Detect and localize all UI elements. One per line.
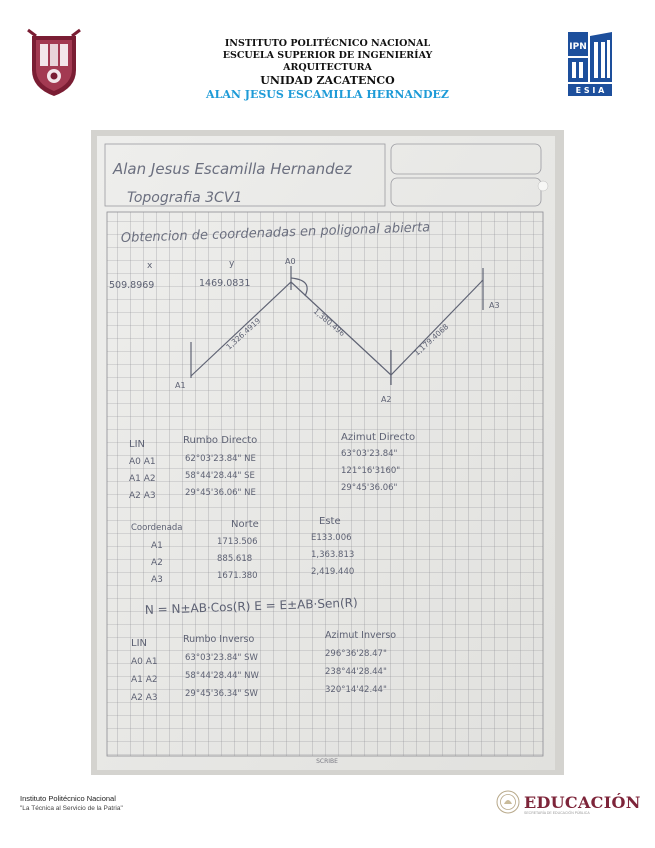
table1-cell: A2 A3	[129, 491, 156, 501]
point-a3-label: A3	[489, 301, 500, 310]
mexico-seal-icon	[496, 790, 520, 814]
table1-cell: 29°45'36.06" NE	[185, 488, 256, 498]
table2-cell: E133.006	[311, 533, 352, 543]
table3-cell: 320°14'42.44"	[325, 685, 387, 695]
handwritten-course: Topografia 3CV1	[127, 190, 243, 206]
table1-cell: A1 A2	[129, 474, 156, 484]
table1-cell: 29°45'36.06"	[341, 483, 398, 493]
document-header	[0, 38, 655, 101]
handwritten-name: Alan Jesus Escamilla Hernandez	[113, 160, 352, 178]
notebook-brand: SCRIBE	[316, 758, 338, 765]
esia-logo-esia-text: E S I A	[575, 86, 605, 95]
coord-x-value: 509.8969	[109, 280, 155, 291]
notebook-title: Obtencion de coordenadas en poligonal abierta	[120, 220, 431, 246]
student-name: ALAN JESUS ESCAMILLA HERNANDEZ	[206, 88, 449, 101]
table3-header-azimut: Azimut Inverso	[325, 630, 397, 641]
table1-header-lin: LIN	[129, 439, 146, 450]
table3-cell: 29°45'36.34" SW	[185, 689, 258, 699]
institution-title: INSTITUTO POLITÉCNICO NACIONAL	[224, 38, 431, 49]
table3-cell: 63°03'23.84" SW	[185, 653, 258, 663]
table1-header-azimut: Azimut Directo	[341, 432, 416, 443]
footer-motto: "La Técnica al Servicio de la Patria"	[20, 805, 123, 812]
esia-logo-ipn-text: IPN	[569, 42, 587, 52]
sep-logo	[496, 790, 641, 814]
unit-title: UNIDAD ZACATENCO	[260, 74, 395, 87]
table1-cell: 62°03'23.84" NE	[185, 454, 256, 464]
table3-cell: A1 A2	[131, 675, 158, 685]
table2-header-norte: Norte	[231, 519, 259, 530]
table2-cell: 1671.380	[217, 571, 258, 581]
table3-header-lin: LIN	[131, 638, 148, 649]
table2-header-coordenada: Coordenada	[131, 523, 183, 533]
distance-a1-a2: 1,380.496	[311, 306, 347, 339]
table3-cell: 296°36'28.47"	[325, 649, 387, 659]
table2-cell: A1	[151, 541, 163, 551]
table2-cell: 1713.506	[217, 537, 258, 547]
table1-cell: 121°16'3160"	[341, 466, 401, 476]
educacion-sub: SECRETARÍA DE EDUCACIÓN PÚBLICA	[524, 811, 590, 815]
table1-cell: 58°44'28.44" SE	[185, 471, 255, 481]
coord-y-value: 1469.0831	[199, 278, 251, 289]
educacion-brand: EDUCACIÓN	[524, 792, 641, 812]
distance-a2-a3: 1,179.4068	[412, 322, 451, 358]
table3-cell: 238°44'28.44"	[325, 667, 387, 677]
table2-cell: 1,363.813	[311, 550, 355, 560]
table2-cell: 885.618	[217, 554, 253, 564]
point-a0-label: A0	[285, 257, 296, 266]
distance-a0-a1: 1,326.4919	[224, 316, 263, 352]
coord-y-label: y	[229, 259, 235, 269]
table2-cell: 2,419.440	[311, 567, 355, 577]
table1-header-rumbo: Rumbo Directo	[183, 435, 258, 446]
table2-cell: A2	[151, 558, 163, 568]
esia-logo	[564, 28, 616, 100]
table1-cell: 63°03'23.84"	[341, 449, 398, 459]
coord-x-label: x	[147, 261, 153, 271]
footer-institution-name: Instituto Politécnico Nacional	[20, 794, 116, 803]
footer-institution	[20, 794, 123, 813]
table1-cell: A0 A1	[129, 457, 156, 467]
table2-header-este: Este	[319, 516, 341, 527]
point-a1-label: A1	[175, 381, 186, 390]
school-title: ESCUELA SUPERIOR DE INGENIERÍAY	[222, 50, 433, 61]
table2-cell: A3	[151, 575, 163, 585]
table3-cell: A0 A1	[131, 657, 158, 667]
table3-cell: 58°44'28.44" NW	[185, 671, 259, 681]
program-title: ARQUITECTURA	[283, 62, 372, 73]
formula-line: N = N±AB·Cos(R) E = E±AB·Sen(R)	[144, 595, 358, 617]
table3-header-rumbo: Rumbo Inverso	[183, 634, 255, 645]
notebook-photo	[91, 130, 564, 775]
point-a2-label: A2	[381, 395, 392, 404]
table3-cell: A2 A3	[131, 693, 158, 703]
